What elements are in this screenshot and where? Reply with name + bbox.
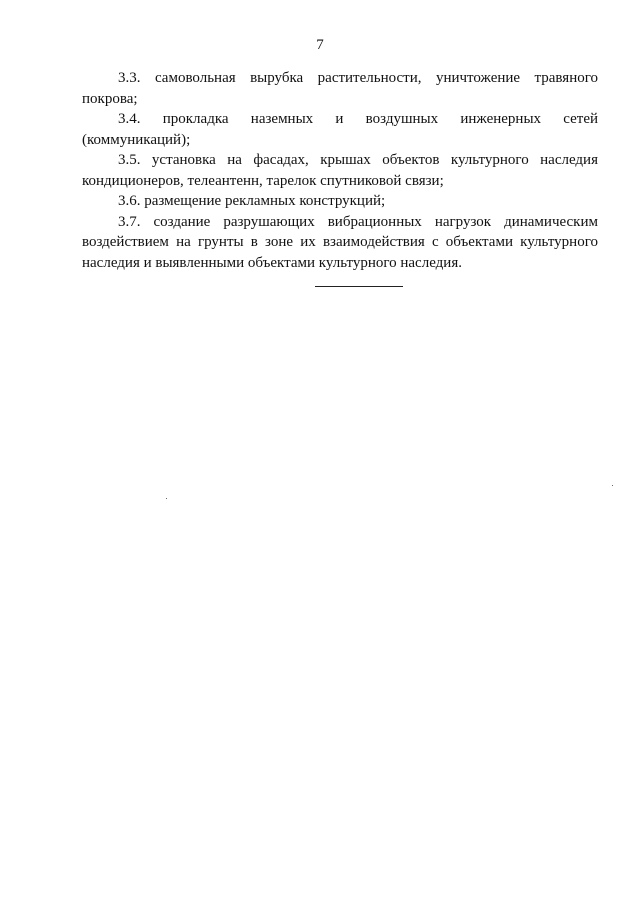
list-item-3-6: 3.6. размещение рекламных конструкций; — [118, 193, 386, 209]
document-body — [82, 68, 598, 273]
list-item-3-5: 3.5. установка на фасадах, крышах объектов культурного наследия кондиционеров, телеантенн, тарелок спутниковой связи; — [82, 152, 598, 189]
list-item-3-7: 3.7. создание разрушающих вибрационных нагрузок динамическим воздействием на грунты в зоне их взаимодействия с объектами культурного наследия и выявленными объектами культурного наследия. — [82, 213, 598, 271]
page-number: 7 — [316, 37, 324, 53]
scan-speck — [166, 498, 167, 499]
scan-speck — [612, 485, 613, 486]
end-separator-line — [315, 286, 403, 287]
list-item-3-4: 3.4. прокладка наземных и воздушных инженерных сетей (коммуникаций); — [82, 111, 598, 148]
list-item-3-3: 3.3. самовольная вырубка растительности, уничтожение травяного покрова; — [82, 70, 598, 107]
